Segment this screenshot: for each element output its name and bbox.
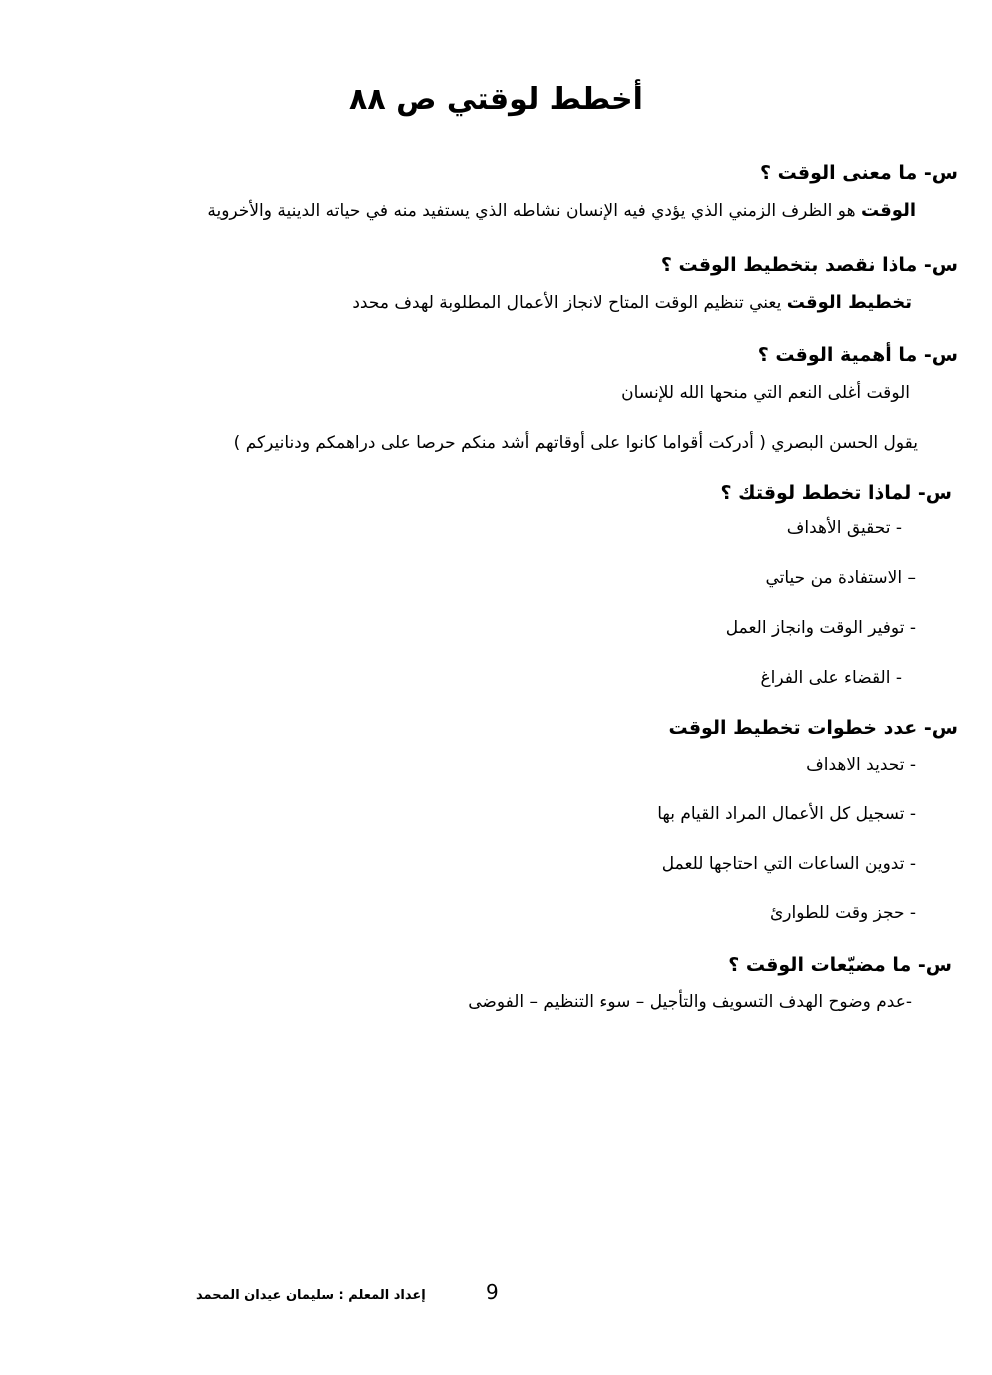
definition-time: هو الظرف الزمني الذي يؤدي فيه الإنسان نشاطه الذي يستفيد منه في حياته الدينية والأخروية: [207, 201, 861, 221]
answer-time-planning: [352, 292, 912, 313]
term-time: الوقت: [860, 200, 916, 221]
page-title: أخطط لوقتي ص ٨٨: [349, 82, 643, 117]
list-item: – الاستفادة من حياتي: [765, 568, 916, 588]
list-item: - تسجيل كل الأعمال المراد القيام بها: [657, 804, 916, 824]
question-why-plan: س- لماذا تخطط لوقتك ؟: [720, 482, 952, 504]
page-number: 9: [486, 1280, 499, 1304]
answer-time-wasters: -عدم وضوح الهدف التسويف والتأجيل – سوء التنظيم – الفوضى: [468, 992, 912, 1012]
list-item: - حجز وقت للطوارئ: [769, 903, 916, 923]
list-item: - تدوين الساعات التي احتاجها للعمل: [661, 854, 916, 874]
question-time-planning: س- ماذا نقصد بتخطيط الوقت ؟: [660, 254, 958, 276]
list-item: - تحقيق الأهداف: [786, 518, 902, 538]
answer-meaning-of-time: [207, 200, 916, 221]
footer-author: إعداد المعلم : سليمان عيدان المحمد: [196, 1288, 426, 1303]
question-time-wasters: س- ما مضيّعات الوقت ؟: [728, 954, 952, 976]
list-item: - القضاء على الفراغ: [760, 668, 902, 688]
definition-time-planning: يعني تنظيم الوقت المتاح لانجاز الأعمال المطلوبة لهدف محدد: [352, 293, 787, 313]
list-item: - تحديد الاهداف: [806, 755, 916, 775]
importance-line-1: الوقت أغلى النعم التي منحها الله للإنسان: [621, 383, 910, 403]
list-item: - توفير الوقت وانجاز العمل: [725, 618, 916, 638]
importance-line-2-quote: يقول الحسن البصري ( أدركت أقواما كانوا على أوقاتهم أشد منكم حرصا على دراهمكم ودنانيركم ): [233, 433, 918, 453]
term-time-planning: تخطيط الوقت: [786, 292, 912, 313]
question-meaning-of-time: س- ما معنى الوقت ؟: [759, 162, 958, 184]
question-importance-of-time: س- ما أهمية الوقت ؟: [757, 344, 958, 366]
question-planning-steps: س- عدد خطوات تخطيط الوقت: [668, 717, 958, 739]
